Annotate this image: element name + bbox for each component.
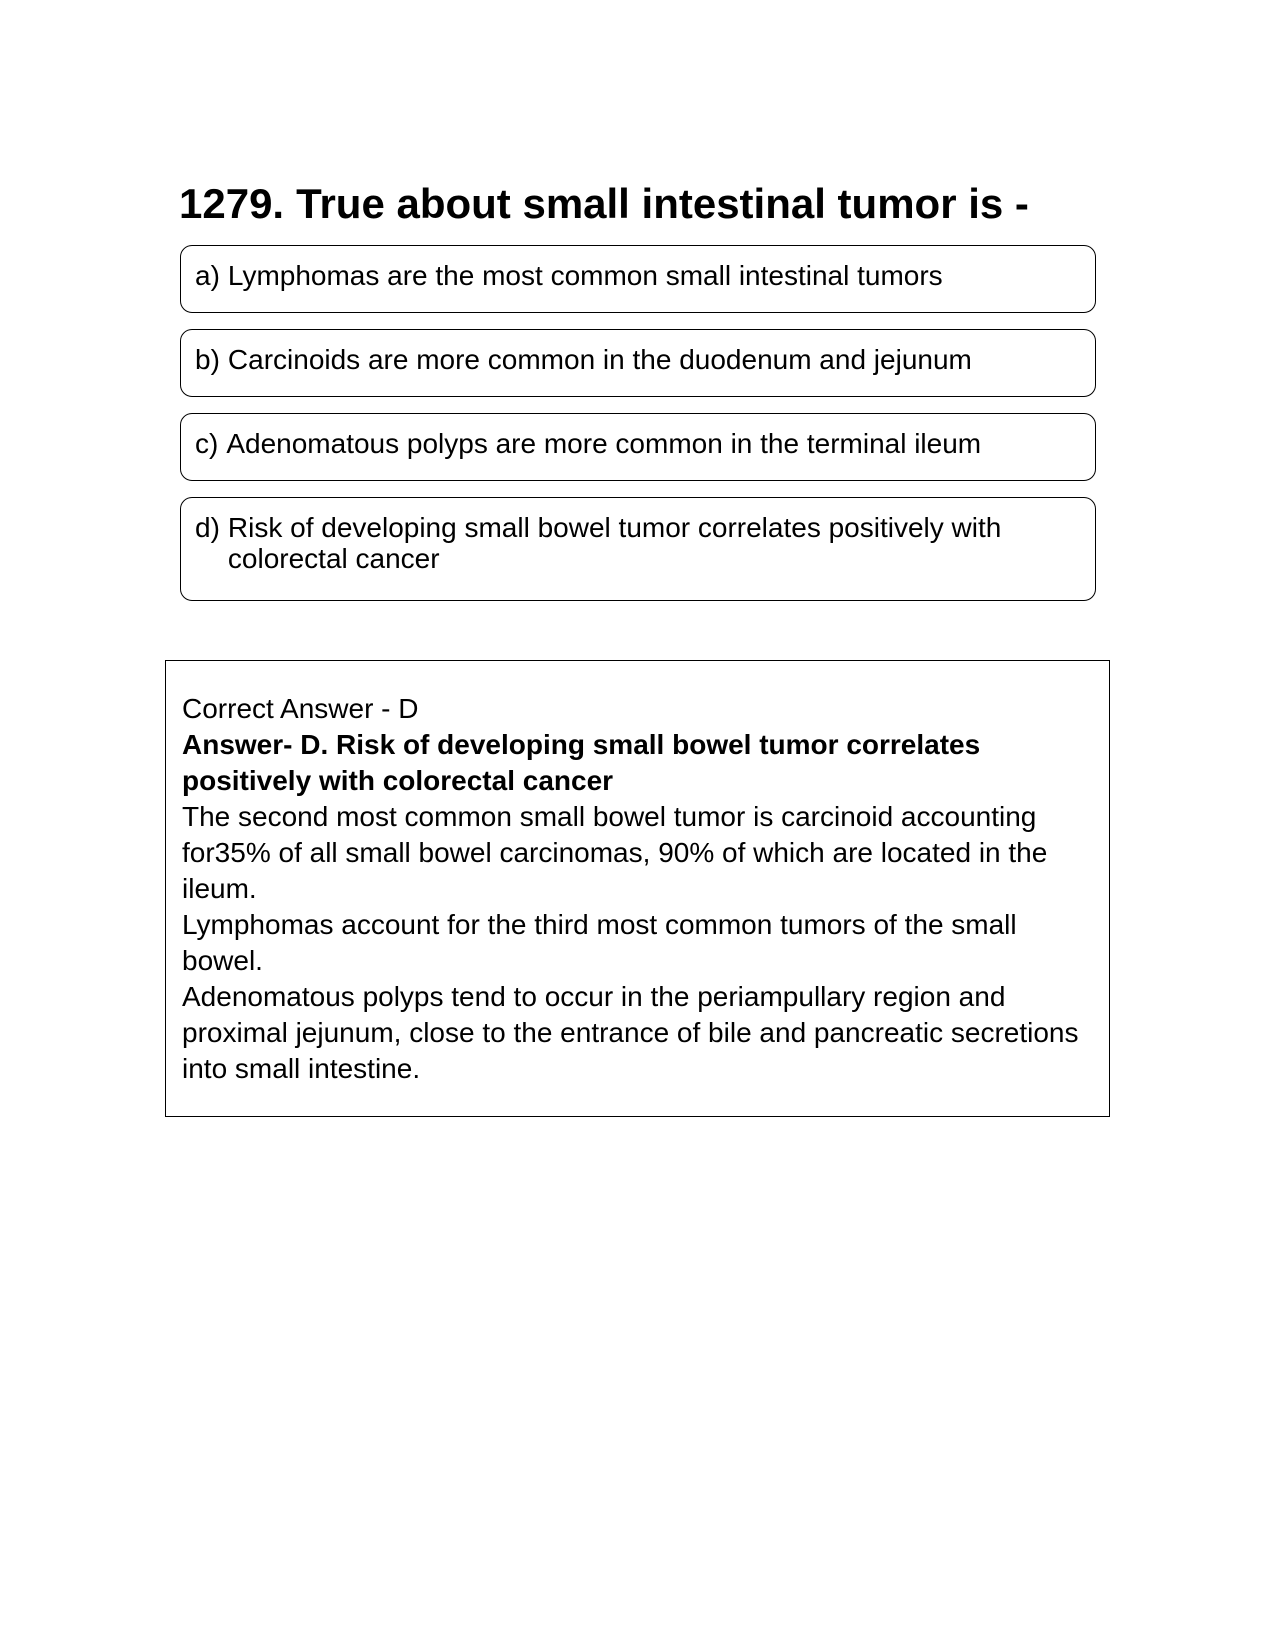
option-letter: d) xyxy=(195,512,220,543)
explanation-paragraph: The second most common small bowel tumor is carcinoid accounting for35% of all small bowel carcinomas, 90% of which are located in the ileum. xyxy=(182,801,1048,904)
explanation-paragraph: Adenomatous polyps tend to occur in the periampullary region and proximal jejunum, close to the entrance of bile and pancreatic secretions into small intestine. xyxy=(182,981,1079,1084)
option-text: Risk of developing small bowel tumor correlates positively with colorectal cancer xyxy=(227,512,1002,574)
option-letter: b) xyxy=(195,344,220,375)
option-letter: a) xyxy=(195,260,220,291)
option-text: Adenomatous polyps are more common in the terminal ileum xyxy=(226,428,982,459)
option-d[interactable] xyxy=(180,497,1096,601)
question-title xyxy=(179,176,1099,232)
answer-explanation-box xyxy=(165,660,1110,1117)
correct-answer-line: Correct Answer - D xyxy=(182,693,419,724)
answer-headline: Answer- D. Risk of developing small bowel tumor correlates positively with colorectal cancer xyxy=(182,729,981,796)
explanation-paragraph: Lymphomas account for the third most common tumors of the small bowel. xyxy=(182,909,1017,976)
question-text: True about small intestinal tumor is - xyxy=(296,180,1029,227)
option-a[interactable] xyxy=(180,245,1096,313)
option-b[interactable] xyxy=(180,329,1096,397)
option-letter: c) xyxy=(195,428,219,459)
option-c[interactable] xyxy=(180,413,1096,481)
option-text: Lymphomas are the most common small intestinal tumors xyxy=(227,260,943,291)
question-number: 1279. xyxy=(179,180,285,227)
option-text: Carcinoids are more common in the duodenum and jejunum xyxy=(227,344,972,375)
